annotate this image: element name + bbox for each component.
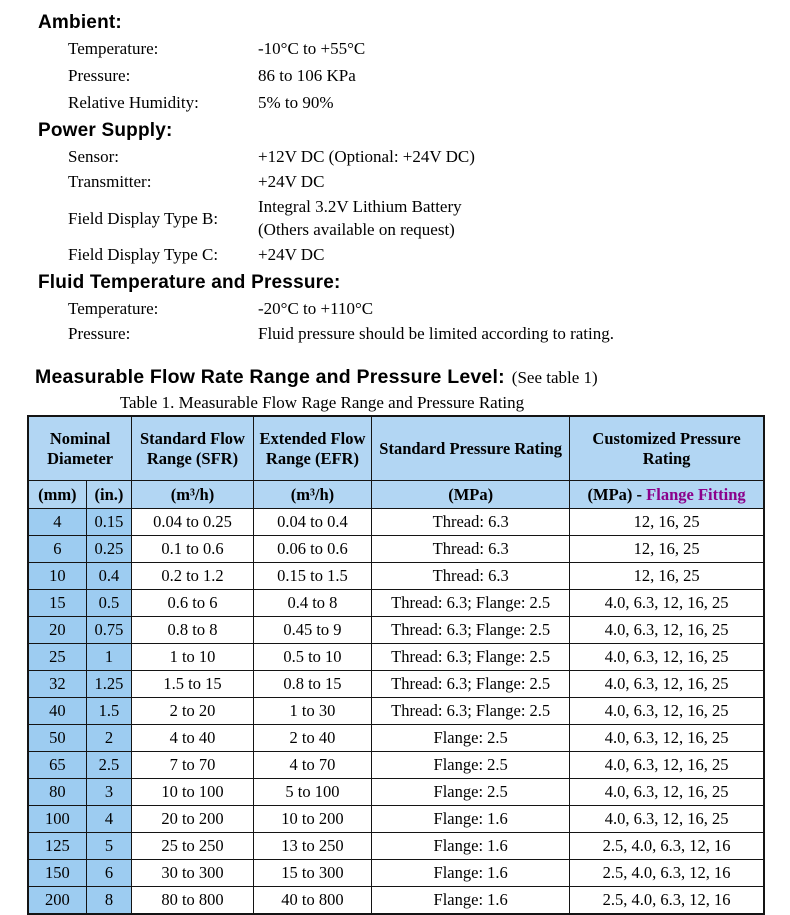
table-cell: 4.0, 6.3, 12, 16, 25 <box>570 671 764 698</box>
spec-row <box>38 91 790 114</box>
table-row <box>28 536 764 563</box>
spec-value-line: (Others available on request) <box>258 220 455 239</box>
table-cell: 4.0, 6.3, 12, 16, 25 <box>570 644 764 671</box>
table-cell: 200 <box>28 887 86 915</box>
spec-row <box>38 64 790 87</box>
table-cell: 1.25 <box>86 671 132 698</box>
table-cell: 0.15 <box>86 509 132 536</box>
table-cell: 10 to 100 <box>132 779 253 806</box>
spec-value <box>258 195 462 241</box>
table-cell: 4.0, 6.3, 12, 16, 25 <box>570 725 764 752</box>
table-row <box>28 887 764 915</box>
unit-efr: (m³/h) <box>253 481 371 509</box>
table-cell: 20 to 200 <box>132 806 253 833</box>
spec-value: 86 to 106 KPa <box>258 66 356 85</box>
table-cell: 0.4 to 8 <box>253 590 371 617</box>
table-cell: 12, 16, 25 <box>570 563 764 590</box>
table-cell: 0.04 to 0.4 <box>253 509 371 536</box>
table-cell: 32 <box>28 671 86 698</box>
table-cell: 40 to 800 <box>253 887 371 915</box>
table-row <box>28 617 764 644</box>
table-cell: 10 to 200 <box>253 806 371 833</box>
table-cell: Thread: 6.3; Flange: 2.5 <box>372 617 570 644</box>
table-cell: 4 to 40 <box>132 725 253 752</box>
table-row <box>28 725 764 752</box>
unit-in: (in.) <box>86 481 132 509</box>
table-cell: 4.0, 6.3, 12, 16, 25 <box>570 752 764 779</box>
flow-rate-table <box>27 415 765 915</box>
table-cell: 10 <box>28 563 86 590</box>
spec-row <box>38 297 790 320</box>
flow-table-header <box>28 416 764 509</box>
table-row <box>28 833 764 860</box>
table-cell: Flange: 1.6 <box>372 806 570 833</box>
table-cell: 4.0, 6.3, 12, 16, 25 <box>570 590 764 617</box>
table-cell: 2 to 40 <box>253 725 371 752</box>
table-cell: 2 to 20 <box>132 698 253 725</box>
table-cell: 8 <box>86 887 132 915</box>
table-cell: Thread: 6.3; Flange: 2.5 <box>372 698 570 725</box>
unit-sfr: (m³/h) <box>132 481 253 509</box>
table-cell: 80 to 800 <box>132 887 253 915</box>
header-nominal-diameter: Nominal Diameter <box>28 416 132 481</box>
table-cell: 2.5, 4.0, 6.3, 12, 16 <box>570 887 764 915</box>
table-cell: 80 <box>28 779 86 806</box>
table-cell: 5 <box>86 833 132 860</box>
table-cell: 0.4 <box>86 563 132 590</box>
table-cell: 0.5 <box>86 590 132 617</box>
table-cell: 13 to 250 <box>253 833 371 860</box>
table-row <box>28 671 764 698</box>
table-cell: 100 <box>28 806 86 833</box>
table-cell: 0.8 to 8 <box>132 617 253 644</box>
table-cell: Thread: 6.3; Flange: 2.5 <box>372 590 570 617</box>
table-cell: 6 <box>86 860 132 887</box>
table-cell: 0.45 to 9 <box>253 617 371 644</box>
table-row <box>28 590 764 617</box>
spec-value: +24V DC <box>258 172 325 191</box>
spec-label: Pressure: <box>68 324 131 343</box>
table-cell: 40 <box>28 698 86 725</box>
table-row <box>28 509 764 536</box>
spec-value: 5% to 90% <box>258 93 334 112</box>
table-cell: 15 to 300 <box>253 860 371 887</box>
table-cell: 12, 16, 25 <box>570 509 764 536</box>
table-cell: 4.0, 6.3, 12, 16, 25 <box>570 698 764 725</box>
header-customized-pressure-rating: Customized Pressure Rating <box>570 416 764 481</box>
spec-row <box>38 322 790 345</box>
spec-value-line: Integral 3.2V Lithium Battery <box>258 197 462 216</box>
table-row <box>28 644 764 671</box>
spec-row <box>38 37 790 60</box>
table-cell: 1.5 to 15 <box>132 671 253 698</box>
table-cell: 4.0, 6.3, 12, 16, 25 <box>570 617 764 644</box>
table-cell: Thread: 6.3 <box>372 536 570 563</box>
table-row <box>28 779 764 806</box>
spec-row <box>38 170 790 193</box>
table-cell: 2.5, 4.0, 6.3, 12, 16 <box>570 860 764 887</box>
spec-label: Field Display Type C: <box>68 245 219 264</box>
table-cell: 15 <box>28 590 86 617</box>
spec-value: -20°C to +110°C <box>258 299 374 318</box>
spec-row <box>38 243 790 266</box>
table-row <box>28 806 764 833</box>
table-cell: 0.1 to 0.6 <box>132 536 253 563</box>
table-cell: Flange: 2.5 <box>372 752 570 779</box>
flow-section-heading-line <box>0 365 790 391</box>
spec-label: Temperature: <box>68 299 159 318</box>
table-cell: Flange: 1.6 <box>372 860 570 887</box>
table-cell: Flange: 1.6 <box>372 833 570 860</box>
table-cell: 0.6 to 6 <box>132 590 253 617</box>
table-cell: 4.0, 6.3, 12, 16, 25 <box>570 779 764 806</box>
table-cell: 25 to 250 <box>132 833 253 860</box>
table-cell: 4.0, 6.3, 12, 16, 25 <box>570 806 764 833</box>
fluid-heading: Fluid Temperature and Pressure: <box>38 272 341 293</box>
section-power-supply <box>38 120 790 266</box>
table-cell: Thread: 6.3 <box>372 509 570 536</box>
flow-section-heading: Measurable Flow Rate Range and Pressure Level: <box>35 366 505 388</box>
header-row-main <box>28 416 764 481</box>
table-cell: 65 <box>28 752 86 779</box>
table-cell: 1 to 10 <box>132 644 253 671</box>
table-cell: 20 <box>28 617 86 644</box>
header-row-units <box>28 481 764 509</box>
header-standard-flow-range: Standard Flow Range (SFR) <box>132 416 253 481</box>
table-cell: 50 <box>28 725 86 752</box>
table-cell: 2.5, 4.0, 6.3, 12, 16 <box>570 833 764 860</box>
table-cell: 0.15 to 1.5 <box>253 563 371 590</box>
table-cell: Flange: 2.5 <box>372 779 570 806</box>
table-cell: 150 <box>28 860 86 887</box>
table-cell: Flange: 1.6 <box>372 887 570 915</box>
table-cell: Thread: 6.3 <box>372 563 570 590</box>
table-cell: 3 <box>86 779 132 806</box>
flow-table-body <box>28 509 764 915</box>
spec-label: Transmitter: <box>68 172 152 191</box>
spec-label: Sensor: <box>68 147 119 166</box>
spec-label: Field Display Type B: <box>68 208 219 228</box>
ambient-heading: Ambient: <box>38 12 122 33</box>
table-caption: Table 1. Measurable Flow Rage Range and Pressure Rating <box>119 393 525 412</box>
table-cell: 4 <box>28 509 86 536</box>
table-cell: 1.5 <box>86 698 132 725</box>
flange-fitting-label: Flange Fitting <box>646 484 746 504</box>
table-cell: Flange: 2.5 <box>372 725 570 752</box>
table-cell: 0.25 <box>86 536 132 563</box>
table-cell: 30 to 300 <box>132 860 253 887</box>
spec-sections <box>0 12 790 345</box>
table-cell: Thread: 6.3; Flange: 2.5 <box>372 644 570 671</box>
unit-customized <box>570 481 764 509</box>
spec-label: Pressure: <box>68 66 131 85</box>
unit-mm: (mm) <box>28 481 86 509</box>
table-cell: 2 <box>86 725 132 752</box>
spec-row <box>38 145 790 168</box>
table-cell: 0.2 to 1.2 <box>132 563 253 590</box>
spec-value: +12V DC (Optional: +24V DC) <box>258 147 475 166</box>
table-cell: 12, 16, 25 <box>570 536 764 563</box>
table-row <box>28 860 764 887</box>
table-cell: 2.5 <box>86 752 132 779</box>
section-ambient <box>38 12 790 114</box>
power-supply-heading: Power Supply: <box>38 120 173 141</box>
header-standard-pressure-rating: Standard Pressure Rating <box>372 416 570 481</box>
table-cell: 0.06 to 0.6 <box>253 536 371 563</box>
table-cell: 1 to 30 <box>253 698 371 725</box>
spec-value: -10°C to +55°C <box>258 39 366 58</box>
table-cell: Thread: 6.3; Flange: 2.5 <box>372 671 570 698</box>
unit-mpa: (MPa) <box>372 481 570 509</box>
section-fluid <box>38 272 790 345</box>
spec-value: Fluid pressure should be limited according to rating. <box>258 324 614 343</box>
table-cell: 4 to 70 <box>253 752 371 779</box>
table-cell: 0.8 to 15 <box>253 671 371 698</box>
spec-row <box>38 195 790 241</box>
table-cell: 0.04 to 0.25 <box>132 509 253 536</box>
table-row <box>28 563 764 590</box>
table-cell: 7 to 70 <box>132 752 253 779</box>
table-row <box>28 698 764 725</box>
table-cell: 125 <box>28 833 86 860</box>
spec-value: +24V DC <box>258 245 325 264</box>
table-cell: 1 <box>86 644 132 671</box>
table-row <box>28 752 764 779</box>
spec-label: Temperature: <box>68 39 159 58</box>
table-cell: 6 <box>28 536 86 563</box>
table-cell: 0.75 <box>86 617 132 644</box>
spec-label: Relative Humidity: <box>68 93 199 112</box>
flow-section-heading-suffix: (See table 1) <box>511 368 598 387</box>
table-cell: 4 <box>86 806 132 833</box>
table-cell: 25 <box>28 644 86 671</box>
table-cell: 5 to 100 <box>253 779 371 806</box>
header-extended-flow-range: Extended Flow Range (EFR) <box>253 416 371 481</box>
table-cell: 0.5 to 10 <box>253 644 371 671</box>
unit-customized-prefix: (MPa) - <box>587 484 647 504</box>
